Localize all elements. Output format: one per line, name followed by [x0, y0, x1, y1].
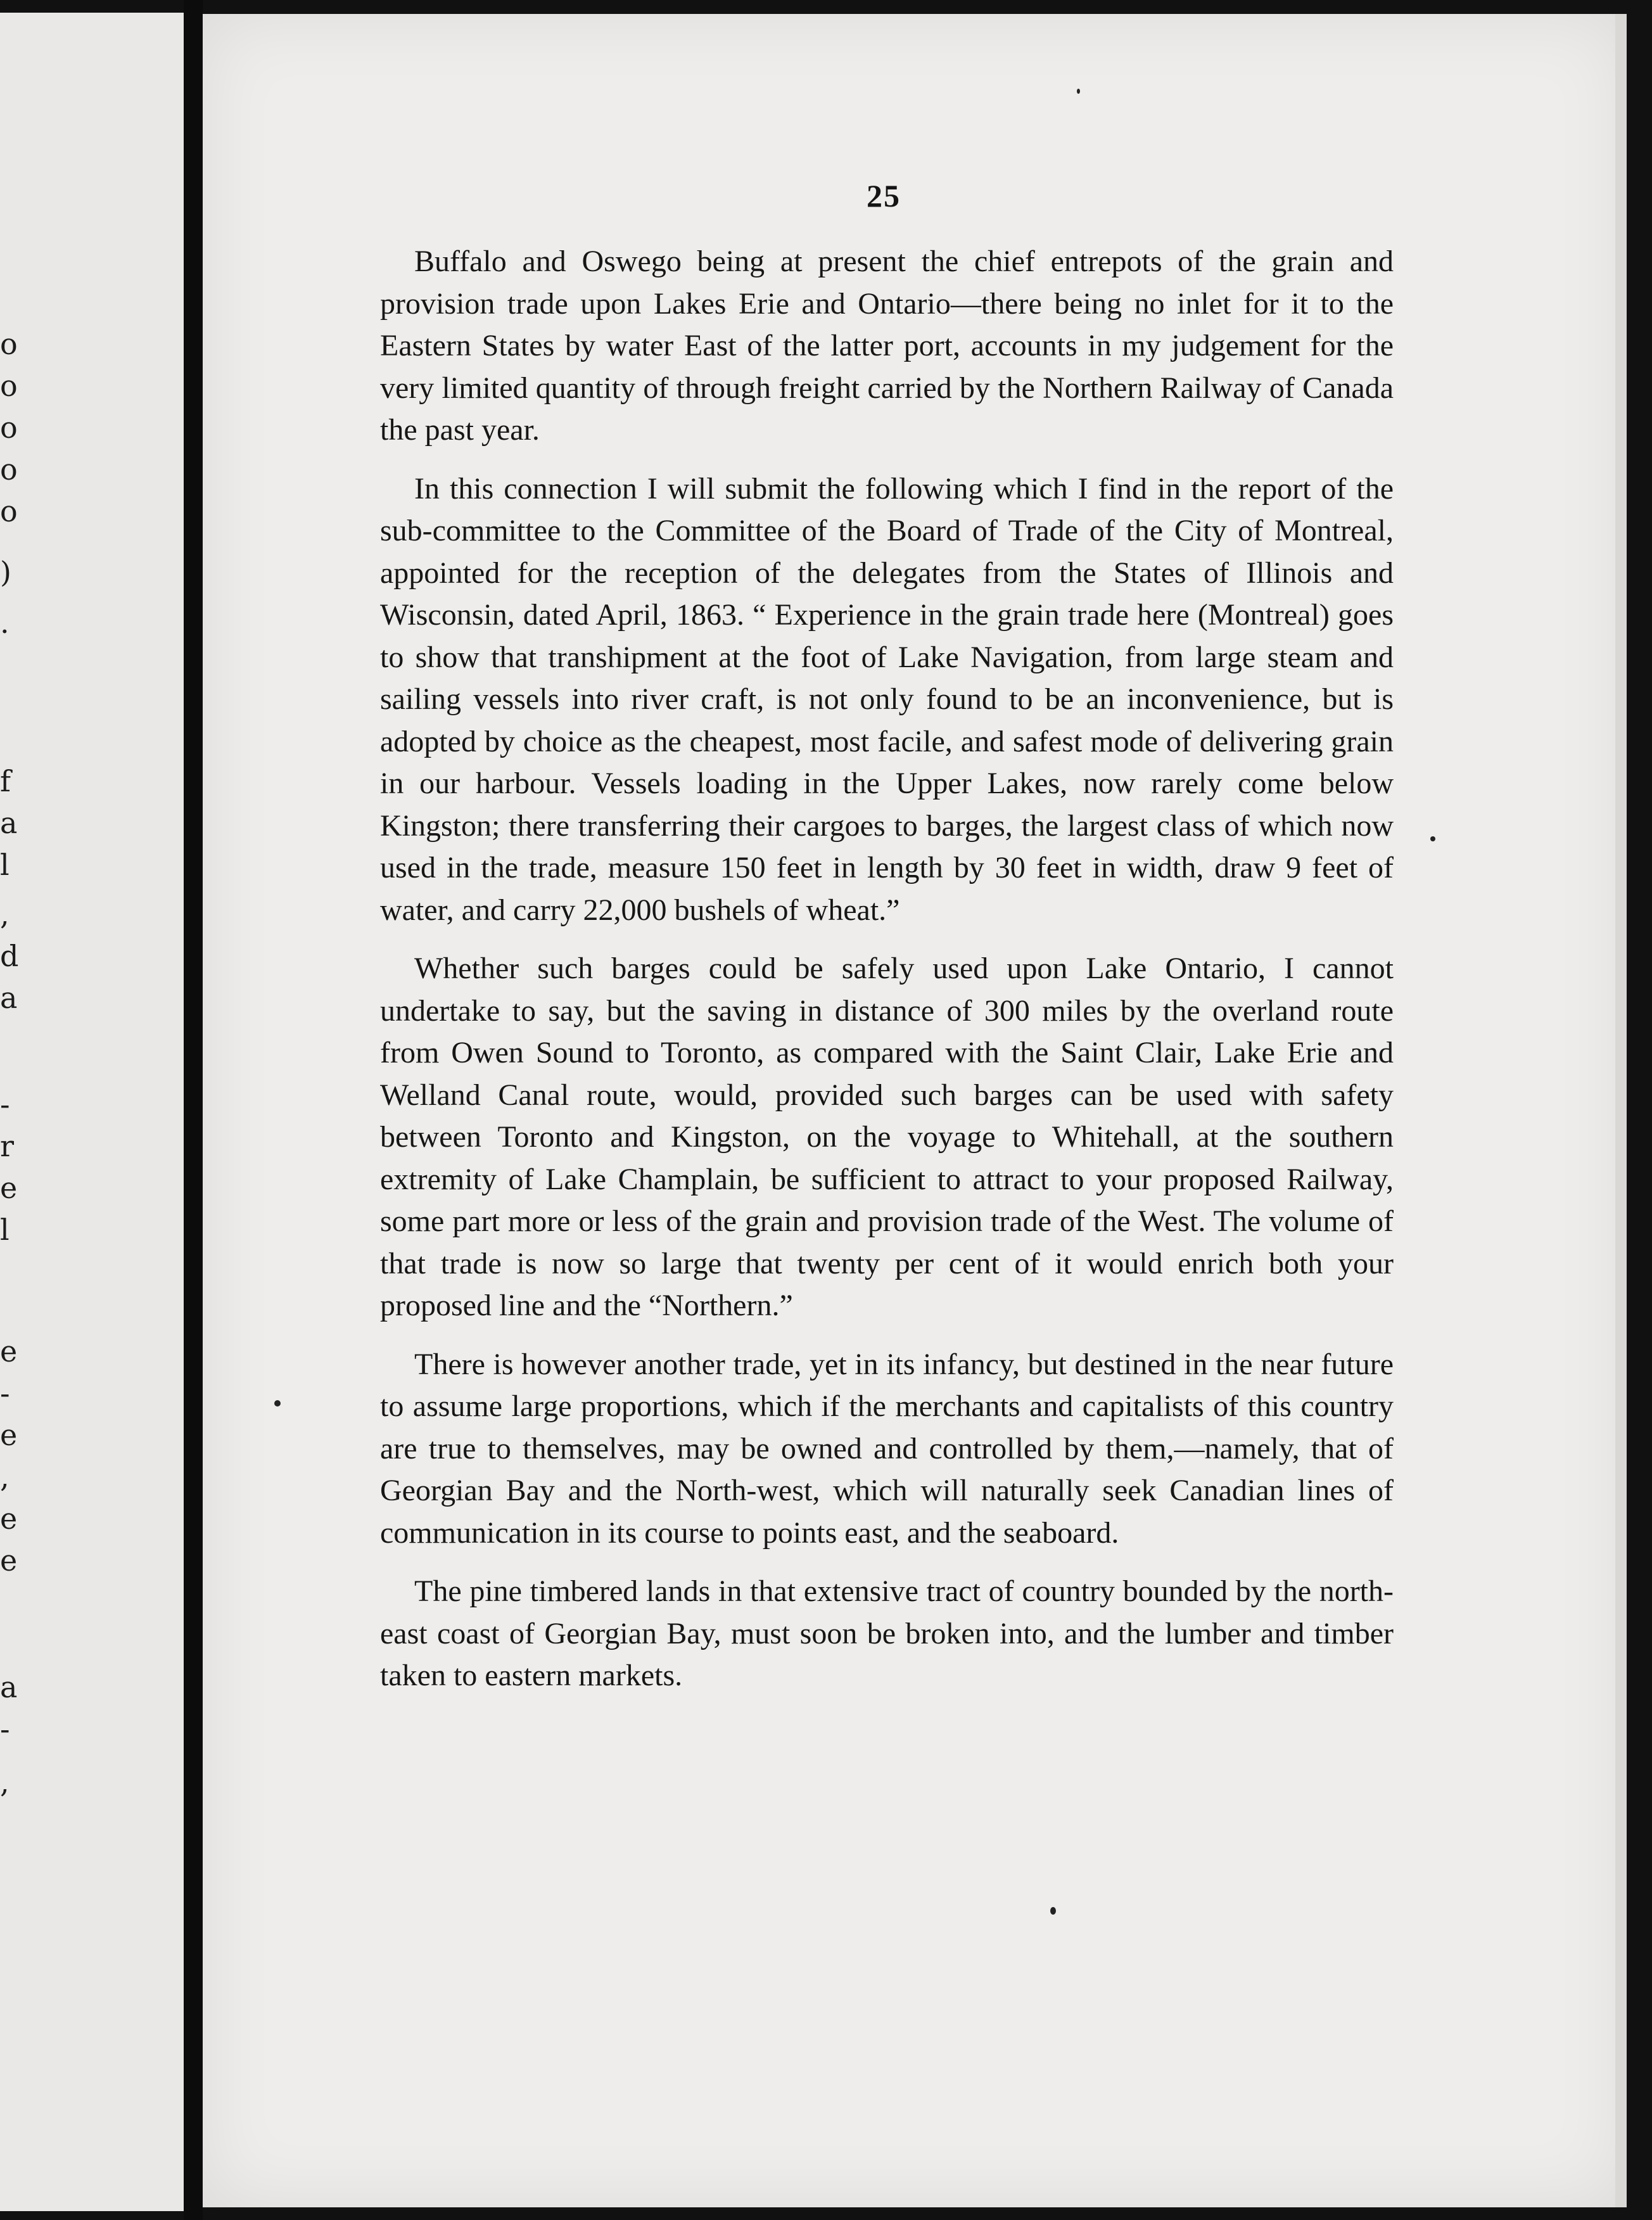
- fragment: -: [0, 1376, 10, 1410]
- fragment: f: [0, 764, 11, 798]
- paragraph: Buffalo and Oswego being at present the chief entrepots of the grain and provision trade upon Lakes Erie and Ontario—there being no inlet for it to the Eastern States by water East of the latter port, accounts in my judgement for the very limited quantity of through freight carried by the Northern Railway of Canada the past year.: [380, 245, 1394, 447]
- fragment: r: [0, 1129, 14, 1163]
- fragment: l: [0, 1213, 10, 1247]
- fragment: e: [0, 1334, 18, 1368]
- fragment: e: [0, 1502, 18, 1536]
- paragraph: Whether such barges could be safely used upon Lake Ontario, I cannot undertake to say, but the saving in distance of 300 miles by the overland route from Owen Sound to Toronto, as compared with the Saint Clair, Lake Erie and Welland Canal route, would, provided such barges can be used with safety between Toronto and Kingston, on the voyage to Whitehall, at the southern extremity of Lake Champlain, be sufficient to attract to your proposed Railway, some part more or less of the grain and provision trade of the West. The volume of that trade is now so large that twenty per cent of it would enrich both your proposed line and the “Northern.”: [380, 952, 1394, 1322]
- facing-page-fragments: [0, 13, 19, 2211]
- paragraph: The pine timbered lands in that extensive tract of country bounded by the north-east coast of Georgian Bay, must soon be broken into, and the lumber and timber taken to eastern markets.: [380, 1574, 1394, 1692]
- fragment: o: [0, 411, 18, 445]
- fragment: ): [0, 555, 11, 589]
- fragment: ,: [0, 1460, 10, 1494]
- fragment: .: [0, 606, 10, 640]
- fragment: a: [0, 1670, 18, 1704]
- page-edge: [1615, 14, 1627, 2207]
- fragment: o: [0, 327, 18, 361]
- fragment: ,: [0, 1765, 10, 1799]
- fragment: o: [0, 494, 18, 528]
- page-body: [380, 241, 1394, 1714]
- fragment: -: [0, 1087, 10, 1121]
- paragraph: In this connection I will submit the following which I find in the report of the sub-committee to the Committee of the Board of Trade of the City of Montreal, appointed for the reception of the delegates from the States of Illinois and Wisconsin, dated April, 1863. “ Experience in the grain trade here (Montreal) goes to show that transhipment at the foot of Lake Navigation, from large steam and sailing vessels into river craft, is not only found to be an inconvenience, but is adopted by choice as the cheapest, most facile, and safest mode of delivering grain in our harbour. Vessels loading in the Upper Lakes, now rarely come below Kingston; there transferring their cargoes to barges, the largest class of which now used in the trade, measure 150 feet in length by 30 feet in width, draw 9 feet of water, and carry 22,000 bushels of wheat.”: [380, 471, 1394, 927]
- facing-page-edge: [0, 13, 184, 2211]
- ink-speck: [274, 1400, 281, 1407]
- ink-speck: [1077, 89, 1080, 94]
- paragraph: There is however another trade, yet in its infancy, but destined in the near future to assume large proportions, which if the merchants and capitalists of this country are true to themselves, may be owned and controlled by them,—namely, that of Georgian Bay and the North-west, which will naturally seek Canadian lines of communication in its course to points east, and the seaboard.: [380, 1347, 1394, 1550]
- book-gutter: [184, 0, 203, 2220]
- fragment: l: [0, 848, 10, 882]
- fragment: a: [0, 981, 18, 1015]
- ink-speck: [1050, 1907, 1056, 1915]
- ink-speck: [1430, 836, 1435, 841]
- fragment: e: [0, 1418, 18, 1452]
- fragment: d: [0, 939, 19, 973]
- fragment: o: [0, 369, 18, 403]
- fragment: a: [0, 806, 18, 840]
- fragment: o: [0, 452, 18, 487]
- fragment: e: [0, 1543, 18, 1578]
- fragment: ,: [0, 897, 10, 931]
- fragment: e: [0, 1171, 18, 1205]
- fragment: -: [0, 1712, 10, 1746]
- page-number: 25: [867, 178, 901, 214]
